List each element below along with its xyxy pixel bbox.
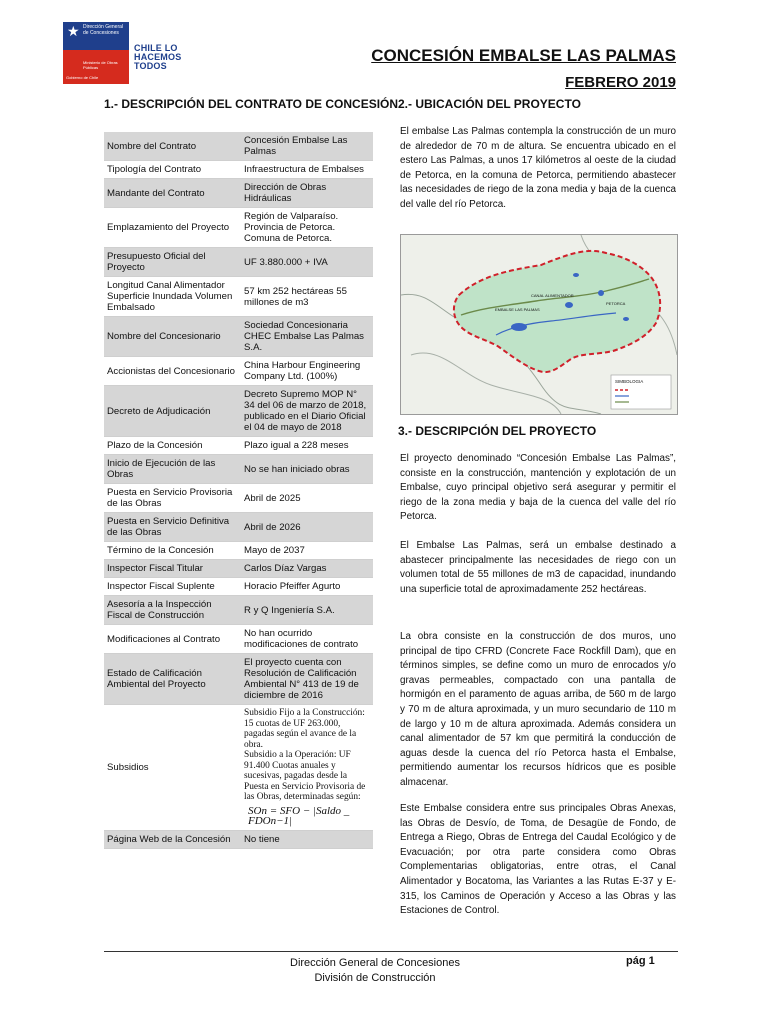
reservoir-shape bbox=[511, 323, 527, 331]
row-label: Decreto de Adjudicación bbox=[104, 386, 241, 437]
subsidy-formula: SOn = SFO − |Saldo _ FDOn−1| bbox=[248, 804, 350, 827]
map-label-town: PETORCA bbox=[606, 301, 626, 306]
document-date: FEBRERO 2019 bbox=[565, 74, 676, 91]
table-row bbox=[104, 484, 373, 513]
row-value: Región de Valparaíso. Provincia de Petorca. Comuna de Petorca. bbox=[241, 208, 373, 248]
project-paragraph-2: El Embalse Las Palmas, será un embalse destinado a abastecer principalmente las necesidades de riego con un volumen total de 55 millones de m3 de capacidad, inundando una superficie total de aproximadamente 252 hectáreas. bbox=[400, 540, 676, 595]
table-row-subsidy bbox=[104, 705, 373, 831]
table-row bbox=[104, 317, 373, 357]
row-value: Concesión Embalse Las Palmas bbox=[241, 132, 373, 161]
project-paragraph-3: La obra consiste en la construcción de dos muros, uno principal de tipo CFRD (Concrete Face Rockfill Dam), que en términos simples, se define como un muro de enrocados y/o gravas permeables, compactado con una pantalla de hormigón en el paramento de aguas arriba, de 560 m de largo y 70 m de altura aproximada, y un muro secundario de 110 m de largo y 10 m de altura aproximada. Además considera un canal alimentador de 57 km que permitirá la conducción de aguas desde la cuenca del río Petorca hasta el Embalse, permitiendo aumentar los recursos hídricos que es posible almacenar. bbox=[400, 631, 676, 788]
row-value: Plazo igual a 228 meses bbox=[241, 437, 373, 455]
table-row bbox=[104, 578, 373, 596]
table-row bbox=[104, 208, 373, 248]
table-row bbox=[104, 179, 373, 208]
footer-organization: Dirección General de Concesiones bbox=[290, 957, 460, 969]
table-row bbox=[104, 437, 373, 455]
table-row bbox=[104, 248, 373, 277]
table-row bbox=[104, 357, 373, 386]
row-value: 57 km 252 hectáreas 55 millones de m3 bbox=[241, 277, 373, 317]
footer-division: División de Construcción bbox=[314, 972, 436, 984]
row-label: Puesta en Servicio Provisoria de las Obras bbox=[104, 484, 241, 513]
row-value bbox=[241, 705, 373, 831]
row-value: No se han iniciado obras bbox=[241, 455, 373, 484]
contract-table bbox=[104, 132, 373, 849]
row-label: Inicio de Ejecución de las Obras bbox=[104, 455, 241, 484]
row-label: Inspector Fiscal Titular bbox=[104, 560, 241, 578]
table-row bbox=[104, 625, 373, 654]
map-svg bbox=[401, 235, 677, 414]
row-value: No tiene bbox=[241, 830, 373, 848]
water-marker bbox=[573, 273, 579, 277]
map-label-reservoir: EMBALSE LAS PALMAS bbox=[495, 307, 540, 312]
logo-government: Gobierno de Chile bbox=[66, 75, 99, 80]
row-label: Nombre del Concesionario bbox=[104, 317, 241, 357]
row-value: Mayo de 2037 bbox=[241, 542, 373, 560]
logo-institution: Dirección General de Concesiones bbox=[83, 24, 124, 36]
star-icon: ★ bbox=[67, 23, 80, 39]
row-value: Horacio Pfeiffer Agurto bbox=[241, 578, 373, 596]
section2-heading: 2.- UBICACIÓN DEL PROYECTO bbox=[398, 97, 581, 111]
row-label: Estado de Calificación Ambiental del Proyecto bbox=[104, 654, 241, 705]
section3-heading: 3.- DESCRIPCIÓN DEL PROYECTO bbox=[398, 424, 597, 438]
row-value: China Harbour Engineering Company Ltd. (100%) bbox=[241, 357, 373, 386]
map-label-canal: CANAL ALIMENTADOR bbox=[531, 293, 574, 298]
slogan-line: TODOS bbox=[134, 61, 167, 71]
document-title: CONCESIÓN EMBALSE LAS PALMAS bbox=[371, 46, 676, 65]
section1-heading: 1.- DESCRIPCIÓN DEL CONTRATO DE CONCESIÓN bbox=[104, 97, 399, 111]
table-row bbox=[104, 513, 373, 542]
row-value: UF 3.880.000 + IVA bbox=[241, 248, 373, 277]
table-row bbox=[104, 455, 373, 484]
table-row bbox=[104, 132, 373, 161]
page-number: pág 1 bbox=[626, 955, 655, 967]
row-label: Mandante del Contrato bbox=[104, 179, 241, 208]
water-marker bbox=[598, 290, 604, 296]
row-label: Modificaciones al Contrato bbox=[104, 625, 241, 654]
table-row bbox=[104, 830, 373, 848]
row-value: Abril de 2025 bbox=[241, 484, 373, 513]
project-paragraph-4: Este Embalse considera entre sus principales Obras Anexas, las Obras de Desvío, de Toma, de Desagüe de Fondo, de Entrega a Riego, Obras de Entrega del Caudal Ecológico y de Evacuación; por otra parte considera como Obras Complementarias obligatorias, entre otras, el Canal Alimentador y Bocatoma, las Variantes a las Rutas E-37 y E-315, los Caminos de Operación y Acceso a las Obras y las Estaciones de Control. bbox=[400, 803, 676, 917]
row-label: Asesoría a la Inspección Fiscal de Construcción bbox=[104, 596, 241, 625]
row-label: Término de la Concesión bbox=[104, 542, 241, 560]
water-marker bbox=[623, 317, 629, 321]
slogan-line: CHILE LO bbox=[134, 43, 178, 53]
gobierno-logo bbox=[63, 22, 183, 84]
row-value: Abril de 2026 bbox=[241, 513, 373, 542]
row-label: Subsidios bbox=[104, 705, 241, 831]
table-row bbox=[104, 560, 373, 578]
table-row bbox=[104, 596, 373, 625]
row-value: Decreto Supremo MOP N° 34 del 06 de marzo de 2018, publicado en el Diario Oficial el 04 de mayo de 2018 bbox=[241, 386, 373, 437]
logo-slogan bbox=[134, 44, 181, 71]
table-row bbox=[104, 161, 373, 179]
subsidy-fixed-text: Subsidio Fijo a la Construcción: 15 cuotas de UF 263.000, pagadas según el avance de la obra. bbox=[244, 708, 365, 750]
table-row bbox=[104, 386, 373, 437]
row-label: Puesta en Servicio Definitiva de las Obras bbox=[104, 513, 241, 542]
slogan-line: HACEMOS bbox=[134, 52, 182, 62]
table-row bbox=[104, 277, 373, 317]
row-label: Longitud Canal Alimentador Superficie Inundada Volumen Embalsado bbox=[104, 277, 241, 317]
location-paragraph: El embalse Las Palmas contempla la construcción de un muro de alrededor de 70 m de altura. Se encuentra ubicado en el estero Las Palmas, a unos 17 kilómetros al oeste de la ciudad de Petorca, en la comuna de Petorca, permitiendo abastecer las necesidades de riego de la zona media y baja de la cuenca del valle del río Petorca. bbox=[400, 126, 676, 210]
water-marker bbox=[565, 302, 573, 308]
location-map bbox=[400, 234, 678, 415]
row-value: Dirección de Obras Hidráulicas bbox=[241, 179, 373, 208]
row-label: Presupuesto Oficial del Proyecto bbox=[104, 248, 241, 277]
row-label: Emplazamiento del Proyecto bbox=[104, 208, 241, 248]
footer-divider bbox=[104, 951, 678, 952]
row-label: Tipología del Contrato bbox=[104, 161, 241, 179]
row-label: Plazo de la Concesión bbox=[104, 437, 241, 455]
subsidy-operation-text: Subsidio a la Operación: UF 91.400 Cuotas anuales y sucesivas, pagadas desde la Puesta en Servicio Provisoria de las Obras, determinadas según: bbox=[244, 750, 366, 802]
row-value: Sociedad Concesionaria CHEC Embalse Las Palmas S.A. bbox=[241, 317, 373, 357]
project-paragraph-1: El proyecto denominado “Concesión Embalse Las Palmas”, consiste en la construcción, mantención y explotación de un Embalse, cuyo principal objetivo será asegurar y permitir el riego de la zona media y baja de la cuenca del valle del río Petorca. bbox=[400, 453, 676, 523]
table-row bbox=[104, 542, 373, 560]
row-value: No han ocurrido modificaciones de contrato bbox=[241, 625, 373, 654]
row-value: El proyecto cuenta con Resolución de Calificación Ambiental N° 413 de 19 de diciembre de 2016 bbox=[241, 654, 373, 705]
map-legend-title: SIMBOLOGIA bbox=[615, 379, 644, 384]
row-value: Carlos Díaz Vargas bbox=[241, 560, 373, 578]
row-value: Infraestructura de Embalses bbox=[241, 161, 373, 179]
row-value: R y Q Ingeniería S.A. bbox=[241, 596, 373, 625]
row-label: Accionistas del Concesionario bbox=[104, 357, 241, 386]
logo-ministry: Ministerio de Obras Públicas bbox=[83, 60, 118, 70]
row-label: Página Web de la Concesión bbox=[104, 830, 241, 848]
row-label: Nombre del Contrato bbox=[104, 132, 241, 161]
row-label: Inspector Fiscal Suplente bbox=[104, 578, 241, 596]
table-row bbox=[104, 654, 373, 705]
